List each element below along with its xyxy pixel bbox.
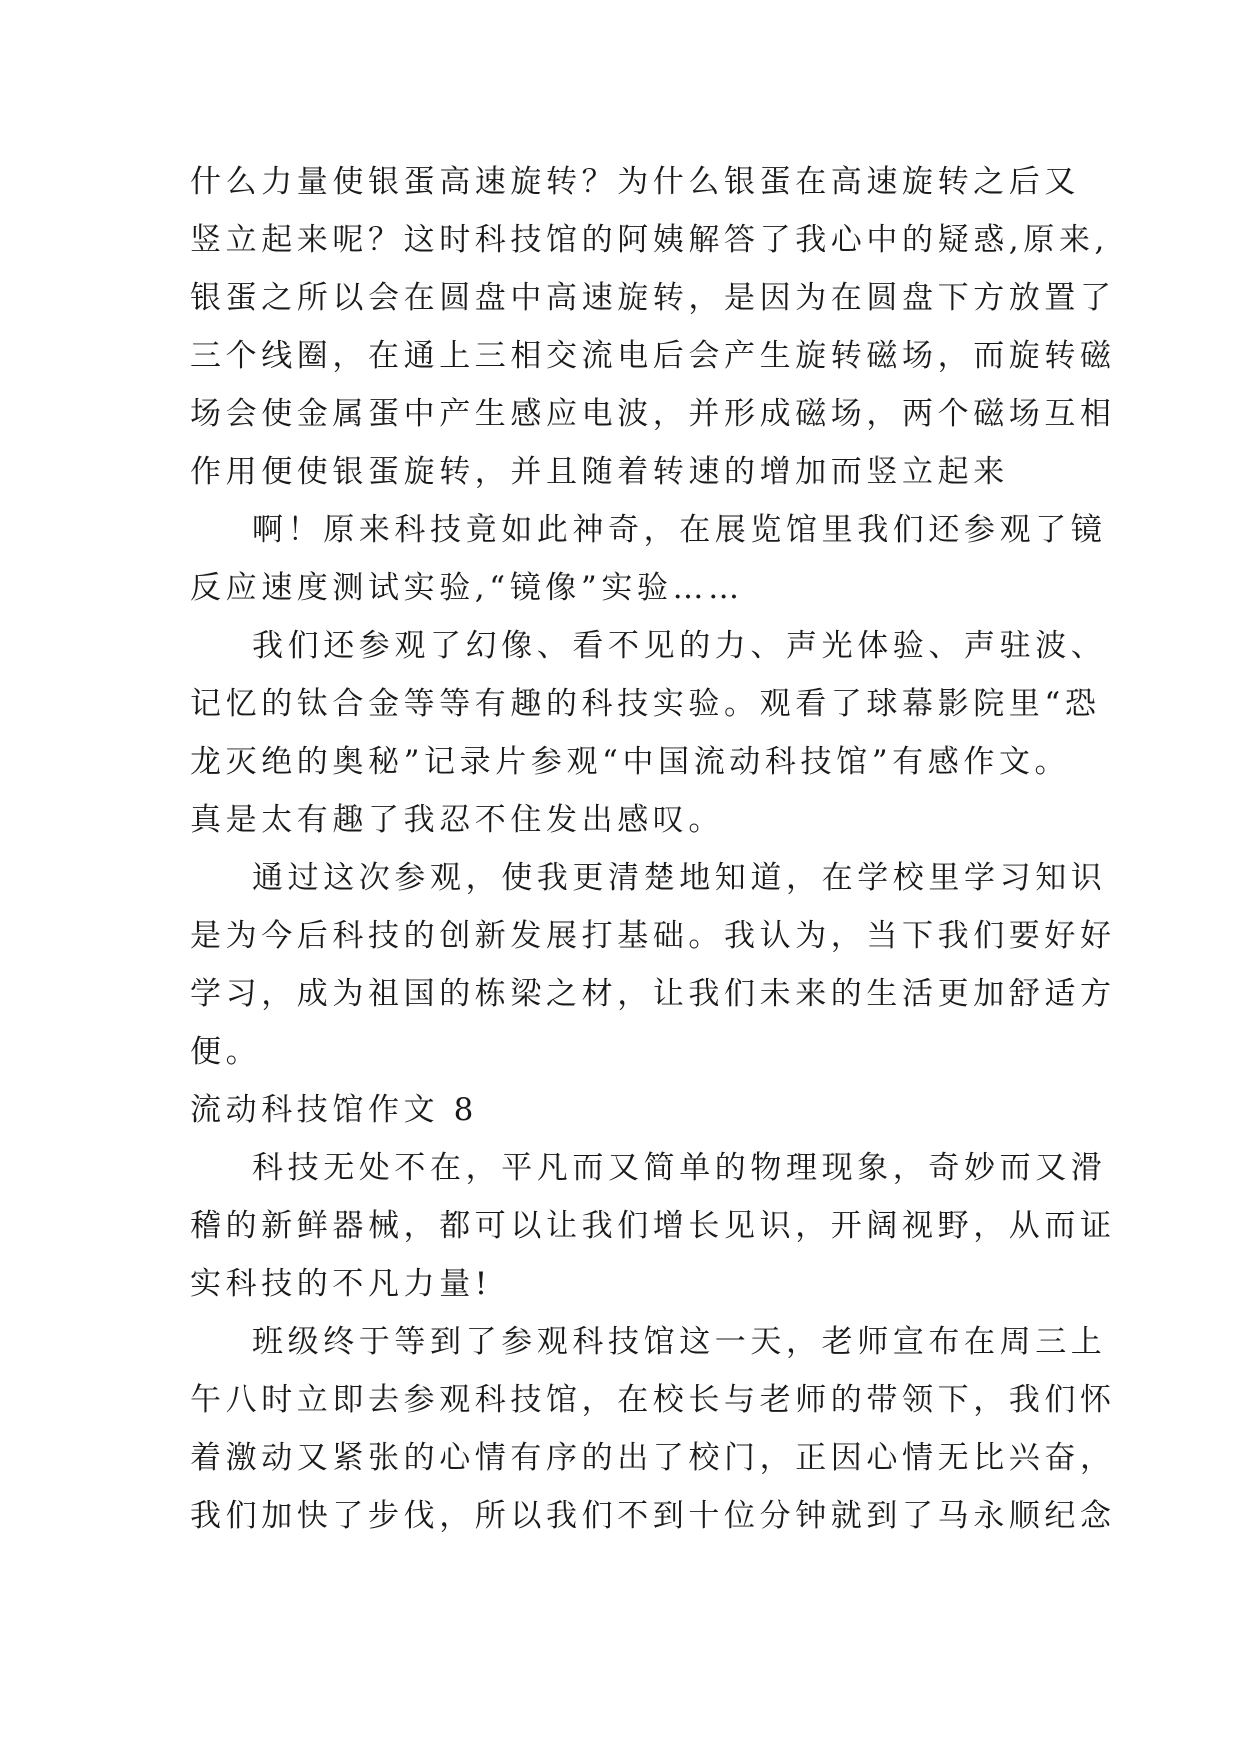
text-line: 什么力量使银蛋高速旋转？为什么银蛋在高速旋转之后又 [190,164,1080,200]
section-heading: 流动科技馆作文 8 [190,1092,478,1128]
text-line: 龙灭绝的奥秘”记录片参观“中国流动科技馆”有感作文。 [190,744,1071,780]
text-line: 作用便使银蛋旋转，并且随着转速的增加而竖立起来 [190,454,1009,490]
text-line: 真是太有趣了我忍不住发出感叹。 [190,802,724,838]
text-line: 是为今后科技的创新发展打基础。我认为，当下我们要好好 [190,918,1116,954]
paragraph-start: 通过这次参观，使我更清楚地知道，在学校里学习知识 [252,860,1107,896]
text-line: 我们加快了步伐，所以我们不到十位分钟就到了马永顺纪念 [190,1498,1116,1534]
text-line: 稽的新鲜器械，都可以让我们增长见识，开阔视野，从而证 [190,1208,1116,1244]
paragraph-start: 啊！原来科技竟如此神奇，在展览馆里我们还参观了镜 [252,512,1107,548]
paragraph-start: 班级终于等到了参观科技馆这一天，老师宣布在周三上 [252,1324,1107,1360]
text-line: 便。 [190,1034,262,1070]
text-line: 三个线圈，在通上三相交流电后会产生旋转磁场，而旋转磁 [190,338,1116,374]
text-line: 实科技的不凡力量! [190,1266,492,1302]
text-line: 场会使金属蛋中产生感应电波，并形成磁场，两个磁场互相 [190,396,1116,432]
text-line: 学习，成为祖国的栋梁之材，让我们未来的生活更加舒适方 [190,976,1116,1012]
paragraph-start: 科技无处不在，平凡而又简单的物理现象，奇妙而又滑 [252,1150,1107,1186]
text-line: 竖立起来呢？这时科技馆的阿姨解答了我心中的疑惑,原来, [190,222,1109,258]
text-line: 着激动又紧张的心情有序的出了校门，正因心情无比兴奋， [190,1440,1116,1476]
text-line: 午八时立即去参观科技馆，在校长与老师的带领下，我们怀 [190,1382,1116,1418]
text-line: 银蛋之所以会在圆盘中高速旋转，是因为在圆盘下方放置了 [190,280,1116,316]
text-line: 记忆的钛合金等等有趣的科技实验。观看了球幕影院里“恐 [190,686,1101,722]
paragraph-start: 我们还参观了幻像、看不见的力、声光体验、声驻波、 [252,628,1107,664]
text-line: 反应速度测试实验,“镜像”实验…… [190,570,744,606]
